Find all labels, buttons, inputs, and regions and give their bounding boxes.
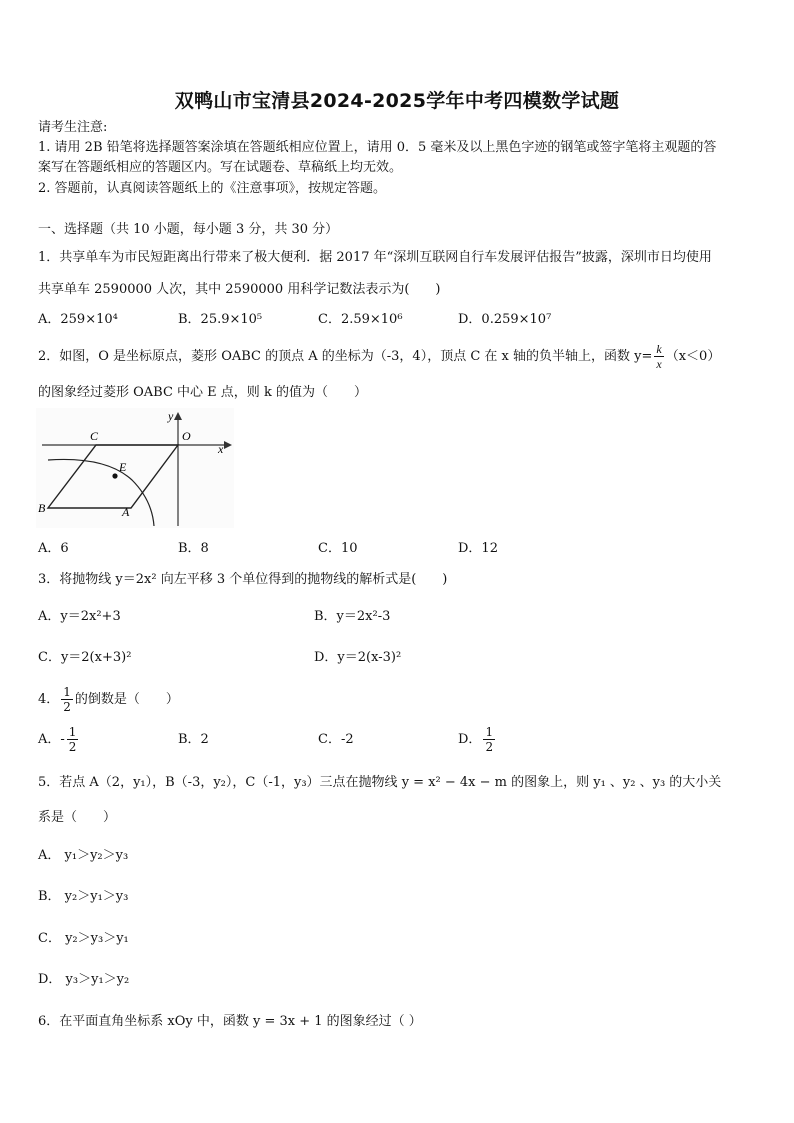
notice-heading: 请考生注意:	[38, 120, 108, 135]
fraction-denominator: 2	[63, 700, 71, 714]
question-4-text	[38, 682, 179, 718]
label-b: B	[38, 501, 46, 515]
question-2-text-post: （x＜0）	[665, 349, 721, 364]
question-2-option-b: B．8	[178, 541, 209, 556]
option-d-label: D．	[458, 732, 482, 747]
question-5-option-c: C． y₂＞y₃＞y₁	[38, 931, 129, 946]
question-4-prefix: 4．	[38, 692, 60, 707]
question-4-option-d	[458, 722, 598, 758]
fraction-denominator: 2	[68, 740, 77, 754]
question-3-option-b: B．y＝2x²-3	[314, 609, 391, 624]
question-2-line-2: 的图象经过菱形 OABC 中心 E 点，则 k 的值为（ ）	[38, 385, 367, 400]
question-2-option-c: C．10	[318, 541, 358, 556]
question-4-options	[38, 722, 598, 758]
question-2-option-a: A．6	[38, 541, 69, 556]
notice-item-2: 2. 答题前，认真阅读答题纸上的《注意事项》，按规定答题。	[38, 181, 387, 196]
question-4-option-b: B．2	[178, 732, 209, 747]
point-e	[112, 473, 117, 478]
question-2-options	[38, 539, 598, 559]
question-4-fraction	[61, 685, 73, 714]
question-2-fraction	[654, 342, 663, 371]
question-5-line-2: 系是（ ）	[38, 810, 117, 825]
question-4-option-c: C．-2	[318, 732, 354, 747]
fraction-numerator: k	[656, 342, 662, 356]
question-1-option-c: C．2.59×10⁶	[318, 312, 403, 327]
section-heading: 一、选择题（共 10 小题，每小题 3 分，共 30 分）	[38, 222, 339, 237]
question-5-option-b: B． y₂＞y₁＞y₃	[38, 889, 129, 904]
question-2-text-pre: 2．如图，O 是坐标原点，菱形 OABC 的顶点 A 的坐标为（-3，4），顶点 C 在 x 轴的负半轴上，函数 y=	[38, 349, 653, 364]
option-a-fraction	[67, 725, 79, 754]
question-2-line-1	[38, 340, 720, 374]
label-x: x	[218, 442, 224, 456]
rhombus-figure	[36, 408, 234, 528]
question-1-option-b: B．25.9×10⁵	[178, 312, 263, 327]
label-c: C	[90, 429, 99, 443]
question-5-line-1: 5．若点 A（2，y₁），B（-3，y₂），C（-1，y₃）三点在抛物线 y = x² − 4x − m 的图象上，则 y₁ 、y₂ 、y₃ 的大小关	[38, 775, 722, 790]
fraction-denominator: x	[656, 357, 662, 371]
question-1-options	[38, 310, 598, 330]
question-6-text: 6．在平面直角坐标系 xOy 中，函数 y = 3x + 1 的图象经过（ ）	[38, 1014, 422, 1029]
question-2-option-d: D．12	[458, 541, 498, 556]
fraction-denominator: 2	[485, 740, 494, 754]
question-1-line-1: 1．共享单车为市民短距离出行带来了极大便利．据 2017 年“深圳互联网自行车发展评估报告”披露，深圳市日均使用	[38, 250, 712, 265]
question-3-option-a: A．y＝2x²+3	[38, 609, 121, 624]
question-4-suffix: 的倒数是（ ）	[74, 692, 179, 707]
notice-item-1-line-1: 1. 请用 2B 铅笔将选择题答案涂填在答题纸相应位置上，请用 0．5 毫米及以上黑色字迹的钢笔或签字笔将主观题的答	[38, 140, 717, 155]
notice-item-1-line-2: 案写在答题纸相应的答题区内。写在试题卷、草稿纸上均无效。	[38, 160, 403, 175]
question-1-line-2: 共享单车 2590000 人次，其中 2590000 用科学记数法表示为( )	[38, 282, 441, 297]
question-5-option-a: A． y₁＞y₂＞y₃	[38, 848, 129, 863]
fraction-numerator: 1	[485, 725, 494, 739]
label-a: A	[122, 505, 130, 519]
label-y: y	[168, 409, 174, 423]
question-3-option-c: C．y＝2(x+3)²	[38, 650, 132, 665]
page-title: 双鸭山市宝清县2024-2025学年中考四模数学试题	[174, 90, 620, 112]
question-3-text: 3．将抛物线 y＝2x² 向左平移 3 个单位得到的抛物线的解析式是( )	[38, 572, 448, 587]
figure-background	[36, 408, 234, 528]
label-e: E	[119, 460, 127, 474]
question-3-option-d: D．y＝2(x-3)²	[314, 650, 402, 665]
question-4-option-a	[38, 722, 178, 758]
question-1-option-d: D．0.259×10⁷	[458, 312, 552, 327]
fraction-numerator: 1	[63, 685, 71, 699]
label-o: O	[182, 429, 191, 443]
question-1-option-a: A．259×10⁴	[38, 312, 118, 327]
option-a-label: A．-	[38, 732, 65, 747]
question-5-option-d: D． y₃＞y₁＞y₂	[38, 972, 130, 987]
option-d-fraction	[483, 725, 495, 754]
fraction-numerator: 1	[68, 725, 77, 739]
